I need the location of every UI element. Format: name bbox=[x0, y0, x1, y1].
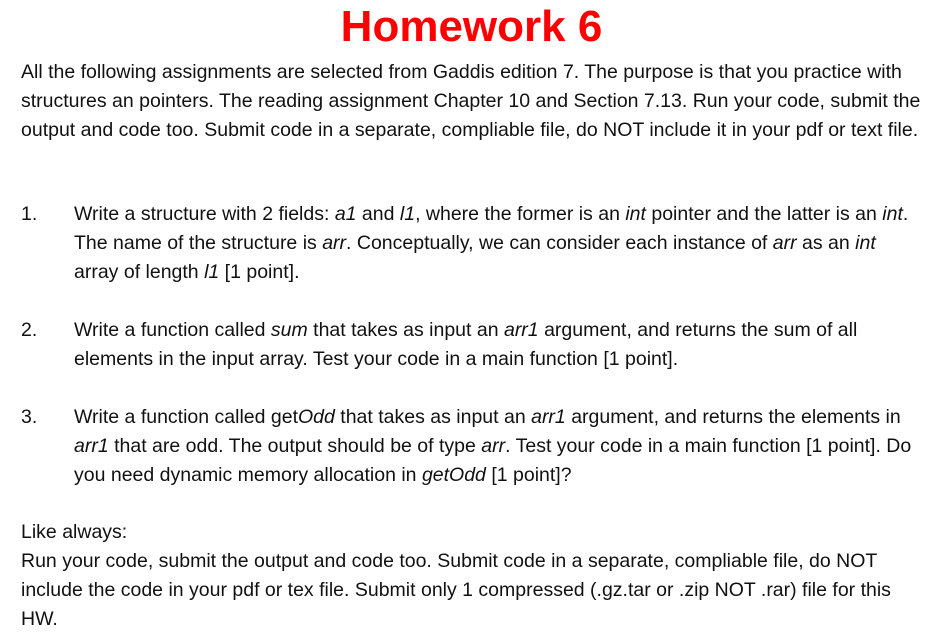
code-term: arr1 bbox=[531, 406, 566, 428]
code-term: Odd bbox=[298, 406, 335, 428]
item-text bbox=[74, 316, 919, 374]
text-run: . The name of the structure is bbox=[74, 203, 909, 254]
item-number: 1. bbox=[21, 203, 38, 225]
text-run: Write a function called get bbox=[74, 406, 299, 428]
text-run: , where the former is an bbox=[415, 203, 626, 225]
item-text bbox=[74, 200, 919, 287]
item-number: 3. bbox=[21, 406, 38, 428]
code-term: arr bbox=[481, 435, 506, 457]
code-term: arr bbox=[772, 232, 797, 254]
text-run: argument, and returns the sum of all elements in the input array. Test your code in a main function [1 point]. bbox=[74, 319, 858, 370]
item-text bbox=[74, 403, 919, 490]
code-term: int bbox=[855, 232, 876, 254]
code-term: int bbox=[882, 203, 903, 225]
code-term: a1 bbox=[334, 203, 357, 225]
page-title: Homework 6 bbox=[340, 2, 603, 51]
text-run: pointer and the latter is an bbox=[645, 203, 883, 225]
code-term: arr bbox=[322, 232, 347, 254]
closing-paragraph: Run your code, submit the output and code too. Submit code in a separate, compliable file, do NOT include the code in your pdf or tex file. Submit only 1 compressed (.gz.tar or .zip NOT .rar) file for this HW. bbox=[21, 550, 891, 630]
code-term: sum bbox=[270, 319, 308, 341]
text-run: array of length bbox=[74, 261, 205, 283]
code-term: l1 bbox=[399, 203, 416, 225]
like-always-label: Like always: bbox=[21, 521, 128, 543]
intro-paragraph: All the following assignments are selected from Gaddis edition 7. The purpose is that you practice with structures an pointers. The reading assignment Chapter 10 and Section 7.13. Run your code, submit the output and code too. Submit code in a separate, compliable file, do NOT include it in your pdf or text file. bbox=[21, 61, 921, 141]
text-run: and bbox=[356, 203, 400, 225]
text-run: that takes as input an bbox=[307, 319, 504, 341]
text-run: . Test your code in a main function [1 point]. Do you need dynamic memory allocation in bbox=[74, 435, 912, 486]
text-run: Write a structure with 2 fields: bbox=[74, 203, 335, 225]
code-term: arr1 bbox=[74, 435, 109, 457]
code-term: int bbox=[625, 203, 646, 225]
item-number: 2. bbox=[21, 319, 38, 341]
code-term: l1 bbox=[204, 261, 220, 283]
code-term: arr1 bbox=[503, 319, 539, 341]
text-run: [1 point]. bbox=[219, 261, 300, 283]
text-run: Write a function called bbox=[74, 319, 271, 341]
text-run: argument, and returns the elements in bbox=[565, 406, 901, 428]
text-run: [1 point]? bbox=[485, 464, 572, 486]
code-term: getOdd bbox=[421, 464, 486, 486]
text-run: . Conceptually, we can consider each instance of bbox=[346, 232, 773, 254]
text-run: as an bbox=[796, 232, 856, 254]
text-run: that takes as input an bbox=[334, 406, 532, 428]
text-run: that are odd. The output should be of type bbox=[108, 435, 482, 457]
